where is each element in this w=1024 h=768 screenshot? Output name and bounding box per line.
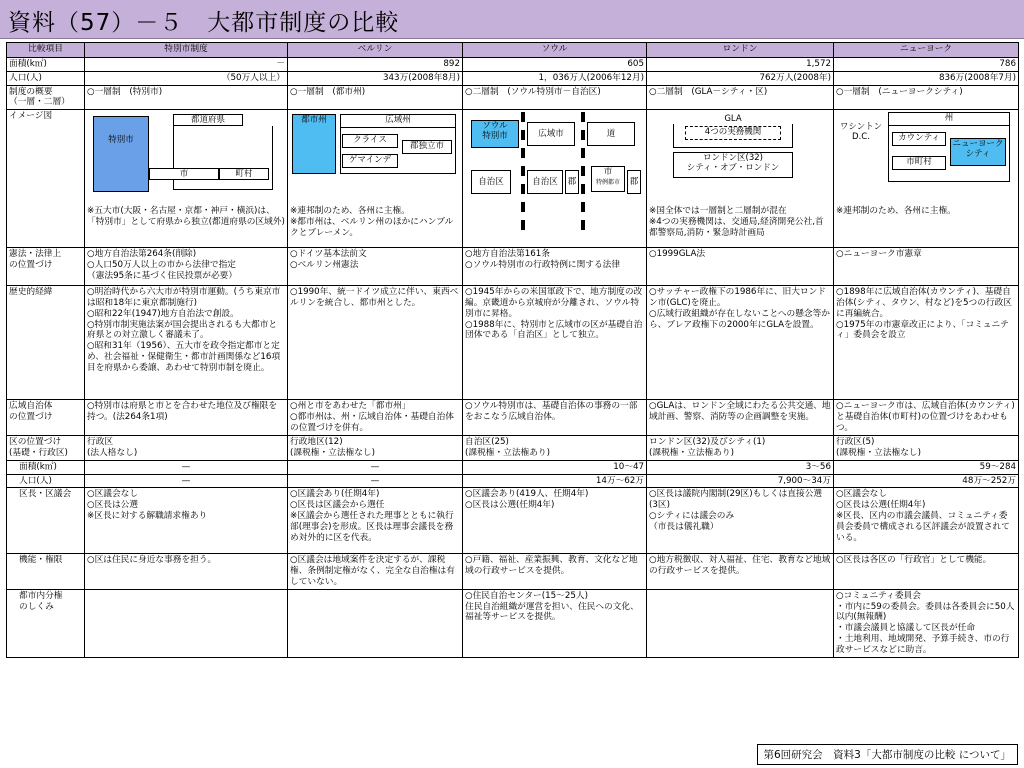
sub-row-cell: ○住民自治センター(15～25人) 住民自治組織が運営を担い、住民への文化、福祉等サービスを提供。 xyxy=(463,589,647,657)
header-4: ロンドン xyxy=(647,43,834,58)
sub-row-cell: 48万～252万 xyxy=(834,474,1019,488)
sub-row-cell: ○コミュニティ委員会 ・市内に59の委員会。委員は各委員会に50人以内(無報酬) ・市議会議員と協議して区長が任命 ・土地利用、地域開発、予算手続き、市の行政サービスなどに助言。 xyxy=(834,589,1019,657)
row-label: 区の位置づけ (基礎・行政区) xyxy=(7,436,85,461)
sub-row-cell: ○区議会は地域案件を決定するが、課税権、条例制定権がなく、完全な自治権は有していない。 xyxy=(288,554,463,589)
row-cell: ○二層制 (ソウル特別市－自治区) xyxy=(463,85,647,110)
row-cell: ○一層制 (特別市) xyxy=(85,85,288,110)
row-cell: ○1898年に広域自治体(カウンティ)、基礎自治体(シティ、タウン、村など)を5つの行政区に再編統合。 ○1975年の市憲章改正により、「コミュニティ」委員会を設立 xyxy=(834,286,1019,400)
province-box: 道 xyxy=(587,122,635,146)
independent-city-box: 郡独立市 xyxy=(402,140,452,154)
sub-row-cell: 7,900～34万 xyxy=(647,474,834,488)
image-note: ※五大市(大阪・名古屋・京都・神戸・横浜)は、「特別市」として府県から独立(都道府県の区域外) xyxy=(87,206,285,227)
city-box xyxy=(591,166,625,192)
county-box: カウンティ xyxy=(892,132,946,146)
borough-box: ロンドン区(32) シティ・オブ・ロンドン xyxy=(673,152,793,178)
sub-row xyxy=(7,460,1019,474)
city-state-box: 都市州 xyxy=(292,114,336,174)
table-row xyxy=(7,286,1019,400)
table-row xyxy=(7,85,1019,110)
row-cell: ○1999GLA法 xyxy=(647,248,834,286)
row-cell: ○一層制 (ニューヨークシティ) xyxy=(834,85,1019,110)
row-cell: ○特別市は府県と市とを合わせた地位及び権限を持つ。(法264条1項) xyxy=(85,400,288,436)
special-city-label: 特例都市 xyxy=(595,179,620,187)
sub-row-cell: ○区議会あり(任期4年) ○区長は区議会から選任 ※区議会から選任された理事とともに執行部(理事会)を形成。区長は理事会議長を務め対外的に区を代表。 xyxy=(288,488,463,554)
image-note: ※連邦制のため、各州に主権。 ※都市州は、ベルリン州のほかにハンブルクとブレーメン。 xyxy=(290,206,454,238)
city-box: 市 xyxy=(149,168,219,180)
row-cell: 1,572 xyxy=(647,58,834,72)
row-label: 憲法・法律上 の位置づけ xyxy=(7,248,85,286)
row-cell: ○ニューヨーク市憲章 xyxy=(834,248,1019,286)
sub-row-cell: — xyxy=(288,474,463,488)
sub-row xyxy=(7,488,1019,554)
row-cell: ○ソウル特別市は、基礎自治体の事務の一部をおこなう広域自治体。 xyxy=(463,400,647,436)
sub-row-cell xyxy=(85,589,288,657)
sub-row xyxy=(7,589,1019,657)
gun-box: 郡 xyxy=(565,170,579,194)
image-cell xyxy=(288,110,463,248)
row-cell: ○ニューヨーク市は、広域自治体(カウンティ)と基礎自治体(市町村)の位置づけをあわせもつ。 xyxy=(834,400,1019,436)
row-label: 広域自治体 の位置づけ xyxy=(7,400,85,436)
agencies-box: 4つの実務機関 xyxy=(685,126,781,140)
row-cell: ○ドイツ基本法前文 ○ベルリン州憲法 xyxy=(288,248,463,286)
row-cell: ○地方自治法第161条 ○ソウル特別市の行政特例に関する法律 xyxy=(463,248,647,286)
sub-row-cell: 3～56 xyxy=(647,460,834,474)
header-1: 特別市制度 xyxy=(85,43,288,58)
sub-row-cell: ○区議会なし ○区長は公選(任期4年) ※区長、区内の市議会議員、コミュニティ委員会委員で構成される区評議会が設置されている。 xyxy=(834,488,1019,554)
row-cell: 762万人(2008年) xyxy=(647,71,834,85)
row-cell: ○明治時代から六大市が特別市運動。(うち東京市は昭和18年に東京都制施行) ○昭和22年(1947)地方自治法で創設。 ○特別市制実施法案が国会提出されるも大都市と府県との対立激しく審議未了。 ○昭和31年（1956）、五大市を政令指定都市と定め、社会福祉・保健衛生・都市計画関係など16項目を府県から委譲、あわせて特別市制を廃止。 xyxy=(85,286,288,400)
table-row xyxy=(7,400,1019,436)
city-label: 市 xyxy=(603,167,613,178)
row-cell: 343万(2008年8月) xyxy=(288,71,463,85)
sub-row-cell xyxy=(288,589,463,657)
sub-row-label: 人口(人) xyxy=(7,474,85,488)
row-label: 歴史的経緯 xyxy=(7,286,85,400)
sub-row xyxy=(7,554,1019,589)
row-cell: ○一層制 (都市州) xyxy=(288,85,463,110)
municipality-box: 市町村 xyxy=(892,156,946,170)
row-cell: （50万人以上） xyxy=(85,71,288,85)
row-cell: 605 xyxy=(463,58,647,72)
page-title: 資料（57）－５ 大都市制度の比較 xyxy=(8,10,400,36)
row-label: イメージ図 xyxy=(7,110,85,248)
image-cell xyxy=(834,110,1019,248)
sub-row-cell: — xyxy=(288,460,463,474)
row-cell: － xyxy=(85,58,288,72)
prefecture-box: 都道府県 xyxy=(173,114,243,126)
sub-row-cell xyxy=(647,589,834,657)
row-cell: 786 xyxy=(834,58,1019,72)
table-row xyxy=(7,58,1019,72)
header-5: ニューヨーク xyxy=(834,43,1019,58)
image-note: ※連邦制のため、各州に主権。 xyxy=(836,206,956,217)
footer-caption: 第6回研究会 資料3「大都市制度の比較 について」 xyxy=(757,744,1019,765)
sub-row-label: 都市内分権 のしくみ xyxy=(7,589,85,657)
nyc-box: ニューヨーク シティ xyxy=(950,138,1006,166)
header-2: ベルリン xyxy=(288,43,463,58)
row-cell: 自治区(25) (課税権・立法権あり) xyxy=(463,436,647,461)
table-row xyxy=(7,248,1019,286)
row-cell: 行政区(5) (課税権・立法権なし) xyxy=(834,436,1019,461)
gun-box: 郡 xyxy=(627,170,641,194)
row-cell: ○GLAは、ロンドン全域にわたる公共交通、地域計画、警察、消防等の企画調整を実施。 xyxy=(647,400,834,436)
row-label: 面積(k㎡) xyxy=(7,58,85,72)
kreis-box: クライス xyxy=(342,134,398,148)
state-box: 広域州 xyxy=(340,114,456,128)
row-cell: 892 xyxy=(288,58,463,72)
sub-row-cell: 59～284 xyxy=(834,460,1019,474)
sub-row-cell: ○区議会あり(419人、任期4年) ○区長は公選(任期4年) xyxy=(463,488,647,554)
jachigu-box: 自治区 xyxy=(471,170,511,194)
special-city-box: 特別市 xyxy=(93,116,149,192)
seoul-box: ソウル 特別市 xyxy=(471,120,519,148)
row-cell: ○1990年、統一ドイツ成立に伴い、東西ベルリンを統合し、都市州とした。 xyxy=(288,286,463,400)
image-note: ※国全体では一層制と二層制が混在 ※4つの実務機関は、交通局,経済開発公社,首都警察局,消防・緊急時計画局 xyxy=(649,206,824,238)
row-cell: ○二層制 (GLA－シティ・区) xyxy=(647,85,834,110)
sub-row-label: 面積(k㎡) xyxy=(7,460,85,474)
sub-row-cell: 10～47 xyxy=(463,460,647,474)
table-row xyxy=(7,71,1019,85)
row-cell: 行政地区(12) (課税権・立法権なし) xyxy=(288,436,463,461)
sub-row-cell: — xyxy=(85,460,288,474)
image-cell xyxy=(647,110,834,248)
title-bar xyxy=(0,0,1024,39)
image-cell xyxy=(463,110,647,248)
sub-row-cell: ○区議会なし ○区長は公選 ※区長に対する解職請求権あり xyxy=(85,488,288,554)
row-cell: ロンドン区(32)及びシティ(1) (課税権・立法権あり) xyxy=(647,436,834,461)
table-row xyxy=(7,436,1019,461)
row-cell: 1，036万人(2006年12月) xyxy=(463,71,647,85)
header-3: ソウル xyxy=(463,43,647,58)
metro-city-box: 広域市 xyxy=(527,122,575,146)
state-box: 州 xyxy=(888,112,1010,126)
sub-row-cell: ○区長は各区の「行政官」として機能。 xyxy=(834,554,1019,589)
row-cell: 836万(2008年7月) xyxy=(834,71,1019,85)
row-label: 人口(人) xyxy=(7,71,85,85)
dc-label: ワシントン D.C. xyxy=(836,122,886,148)
row-cell: 行政区 (法人格なし) xyxy=(85,436,288,461)
sub-row-cell: ○区は住民に身近な事務を担う。 xyxy=(85,554,288,589)
sub-row-cell: — xyxy=(85,474,288,488)
sub-row-cell: ○区長は議院内閣制(29区)もしくは直接公選(3区) ○シティには議会のみ （市長は儀礼職） xyxy=(647,488,834,554)
sub-row-label: 区長・区議会 xyxy=(7,488,85,554)
row-cell: ○州と市をあわせた「都市州」 ○都市州は、州・広域自治体・基礎自治体の位置づけを併有。 xyxy=(288,400,463,436)
sub-row xyxy=(7,474,1019,488)
town-box: 町村 xyxy=(219,168,269,180)
gla-label: GLA xyxy=(673,114,793,124)
jachigu-box: 自治区 xyxy=(527,170,563,194)
sub-row-label: 機能・権限 xyxy=(7,554,85,589)
row-label: 制度の概要 （一層・二層） xyxy=(7,85,85,110)
image-row xyxy=(7,110,1019,248)
row-cell: ○サッチャー政権下の1986年に、旧大ロンドン市(GLC)を廃止。 ○広域行政組織が存在しないことへの懸念等から、ブレア政権下の2000年にGLAを設置。 xyxy=(647,286,834,400)
sub-row-cell: ○戸籍、福祉、産業振興、教育、文化など地域の行政サービスを提供。 xyxy=(463,554,647,589)
image-cell xyxy=(85,110,288,248)
comparison-table xyxy=(6,42,1019,658)
row-cell: ○1945年からの米国軍政下で、地方制度の改編。京畿道から京城府が分離され、ソウル特別市に昇格。 ○1988年に、特別市と広域市の区が基礎自治団体である「自治区」として独立。 xyxy=(463,286,647,400)
gemeinde-box: ゲマインデ xyxy=(342,154,398,168)
header-item: 比較項目 xyxy=(7,43,85,58)
header-row xyxy=(7,43,1019,58)
row-cell: ○地方自治法第264条(削除) ○人口50万人以上の市から法律で指定 （憲法95条に基づく住民投票が必要） xyxy=(85,248,288,286)
sub-row-cell: ○地方税徴収、対人福祉、住宅、教育など地域の行政サービスを提供。 xyxy=(647,554,834,589)
sub-row-cell: 14万～62万 xyxy=(463,474,647,488)
